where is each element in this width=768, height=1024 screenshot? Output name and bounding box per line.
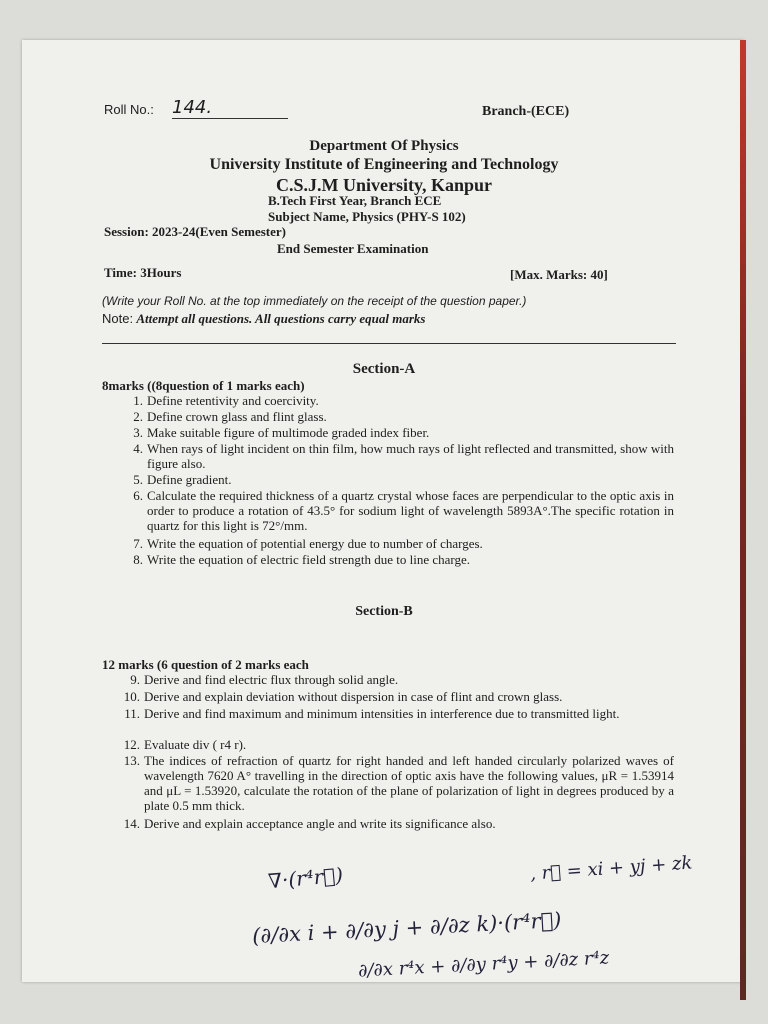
- subject-line: Subject Name, Physics (PHY-S 102): [268, 209, 466, 224]
- note-label: Note:: [102, 311, 134, 326]
- question-6: 6. Calculate the required thickness of a quartz crystal whose faces are perpendicular to the optic axis in order to produce a rotation of 43.5° for sodium light of wavelength 5893A°.The specific rotation in quartz for this light is 72°/mm.: [133, 488, 674, 533]
- question-1: 1. Define retentivity and coercivity.: [133, 393, 319, 408]
- exam-title: End Semester Examination: [277, 241, 429, 256]
- note-line: [102, 311, 426, 327]
- question-2: 2. Define crown glass and flint glass.: [133, 409, 327, 424]
- question-9: 9. Derive and find electric flux through solid angle.: [130, 672, 399, 687]
- handwritten-line-1b: , r⃗ = xi + yj + zk: [529, 852, 694, 885]
- question-5: 5. Define gradient.: [133, 472, 232, 487]
- university-title: C.S.J.M University, Kanpur: [275, 175, 493, 195]
- section-a-marks: 8marks ((8question of 1 marks each): [102, 378, 305, 393]
- handwritten-line-3: ∂/∂x r⁴x + ∂/∂y r⁴y + ∂/∂z r⁴z: [357, 947, 610, 982]
- section-a-title: Section-A: [352, 361, 416, 377]
- question-11: 11. Derive and find maximum and minimum intensities in interference due to transmitted light.: [124, 706, 620, 721]
- handwritten-line-2: (∂/∂x i + ∂/∂y j + ∂/∂z k)·(r⁴r⃗): [251, 907, 562, 949]
- question-7: 7. Write the equation of potential energy due to number of charges.: [133, 536, 483, 551]
- session-line: Session: 2023-24(Even Semester): [104, 224, 286, 239]
- handwritten-line-1: ∇·(r⁴r⃗): [267, 862, 344, 894]
- institute-title: University Institute of Engineering and Technology: [209, 156, 559, 173]
- question-10: 10. Derive and explain deviation without dispersion in case of flint and crown glass.: [123, 689, 563, 704]
- question-12: 12. Evaluate div ( r4 r).: [123, 737, 247, 752]
- branch-label: Branch-(ECE): [482, 104, 570, 119]
- roll-number-value: 144.: [172, 98, 288, 119]
- department-title: Department Of Physics: [309, 138, 459, 154]
- question-8: 8. Write the equation of electric field strength due to line charge.: [133, 552, 471, 567]
- roll-number-label: Roll No.:: [104, 102, 154, 117]
- question-4: 4. When rays of light incident on thin film, how much rays of light reflected and transmitted, show with figure also.: [133, 441, 674, 471]
- divider-line: [102, 343, 676, 344]
- note-text: Attempt all questions. All questions carry equal marks: [136, 311, 426, 326]
- instruction-line: (Write your Roll No. at the top immediately on the receipt of the question paper.): [102, 294, 527, 308]
- time-line: Time: 3Hours: [104, 265, 182, 280]
- question-13: 13. The indices of refraction of quartz for right handed and left handed circularly polarized waves of wavelength 7620 A° travelling in the direction of optic axis have the following values, μR = 1.53914 and μL = 1.53920, calculate the rotation of the plane of polarization of light in degrees produced by a plate 0.5 mm thick.: [123, 753, 674, 813]
- question-14: 14. Derive and explain acceptance angle and write its significance also.: [123, 816, 496, 831]
- question-3: 3. Make suitable figure of multimode graded index fiber.: [133, 425, 430, 440]
- section-b-marks: 12 marks (6 question of 2 marks each: [102, 657, 309, 672]
- section-b-title: Section-B: [355, 604, 413, 619]
- max-marks: [Max. Marks: 40]: [510, 267, 608, 282]
- course-line: B.Tech First Year, Branch ECE: [268, 193, 442, 208]
